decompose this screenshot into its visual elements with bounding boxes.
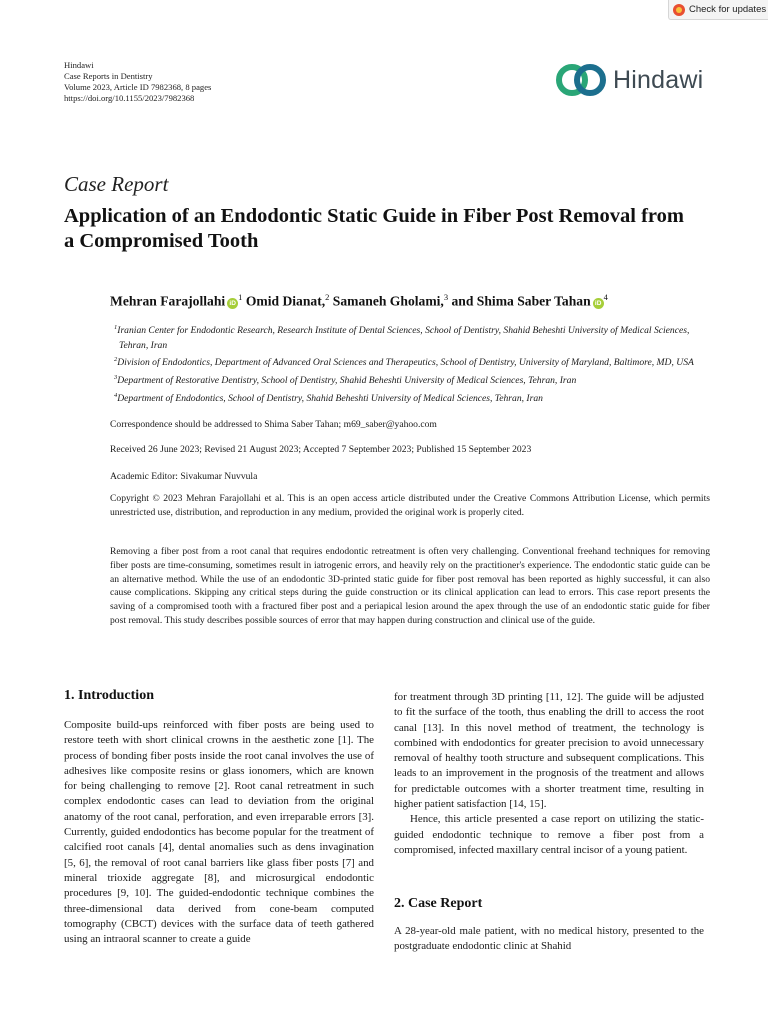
affiliation-item: $^1$Iranian Center for Endodontic Research, Research Institute of Dental Sciences, School of Dentistry, Shahid Beheshti University of Medical Sciences, Tehran, Iran: [114, 324, 690, 351]
right-column: [394, 690, 704, 858]
paragraph: A 28-year-old male patient, with no medical history, presented to the postgraduate endodontic clinic at Shahid: [394, 925, 704, 953]
hindawi-logo-text: Hindawi: [613, 65, 704, 94]
paragraph: for treatment through 3D printing [11, 12]. The guide will be adjusted to fit the surface of the tooth, thus enabling the drill to access the root canal [13]. In this novel method of treatment, the technology is combined with endodontics for greater precision to avoid unnecessary removal of healthy tooth structure and subsequent complications. This leads to an improvement in the prognosis of the treatment and allows for predictable outcomes with a shorter treatment time, resulting in higher patient satisfaction [14, 15].: [394, 691, 704, 811]
journal-name: Case Reports in Dentistry: [64, 71, 153, 81]
academic-editor: Academic Editor: Sivakumar Nuvvula: [110, 471, 258, 482]
publication-dates: Received 26 June 2023; Revised 21 August 2023; Accepted 7 September 2023; Published 15 September 2023: [110, 444, 532, 455]
author-list: Mehran Farajollahi $iD^1$ Omid Dianat,$^2$ Samaneh Gholami,$^3$ and Shima Saber Tahan $iD^4$: [110, 292, 608, 309]
hindawi-logo-icon: [556, 62, 606, 98]
crossmark-icon: [673, 4, 685, 16]
section-heading-introduction: 1. Introduction: [64, 688, 154, 703]
journal-header: [64, 60, 211, 104]
orcid-icon[interactable]: iD: [593, 298, 604, 309]
section-heading-case-report: 2. Case Report: [394, 896, 483, 911]
left-column: [64, 718, 374, 947]
check-for-updates-label: Check for updates: [689, 4, 767, 15]
paragraph: Composite build-ups reinforced with fiber posts are being used to restore teeth with short clinical crowns in the aesthetic zone [1]. The process of bonding fiber posts inside the root canal involves the use of adhesives like composite resins or glass ionomers, which are known for being challenging to remove [2]. Root canal retreatment in such complex endodontic cases can lead to deviation from the original anatomy of the root canal, perforation, and even irreparable errors [3]. Currently, guided endodontics has become popular for the treatment of calcified root canals [4], dental anomalies such as dens invagination [5, 6], the removal of root canal barriers like glass fiber posts [7] and mineral trioxide aggregate [8], and microsurgical endodontic procedures [9, 10]. The guided-endodontic technique combines the three-dimensional data derived from cone-beam computed tomography (CBCT) devices with the surface data of teeth gathered using an intraoral scanner to create a guide: [64, 719, 374, 946]
doi-link[interactable]: https://doi.org/10.1155/2023/7982368: [64, 93, 195, 103]
author-name: Samaneh Gholami,: [332, 293, 444, 309]
author-name: Mehran Farajollahi: [110, 293, 226, 309]
author-name: and Shima Saber Tahan: [451, 293, 591, 309]
affiliations: [110, 321, 710, 406]
affiliation-item: $^3$Department of Restorative Dentistry, School of Dentistry, Shahid Beheshti University of Medical Sciences, Tehran, Iran: [114, 373, 577, 387]
hindawi-logo: [556, 62, 703, 98]
article-type: Case Report: [64, 172, 169, 196]
orcid-icon[interactable]: iD: [227, 298, 238, 309]
case-report-text: [394, 924, 704, 955]
affiliation-item: $^2$Division of Endodontics, Department of Advanced Oral Sciences and Therapeutics, School of Dentistry, University of Maryland, Baltimore, MD, USA: [114, 356, 694, 369]
check-for-updates-badge[interactable]: [668, 0, 768, 20]
correspondence: Correspondence should be addressed to Shima Saber Tahan; m69_saber@yahoo.com: [110, 419, 437, 430]
affiliation-item: $^4$Department of Endodontics, School of Dentistry, Shahid Beheshti University of Medical Sciences, Tehran, Iran: [114, 391, 543, 404]
copyright-notice: Copyright © 2023 Mehran Farajollahi et al. This is an open access article distributed under the Creative Commons Attribution License, which permits unrestricted use, distribution, and reproduction in any medium, provided the original work is properly cited.: [110, 493, 710, 518]
article-title: Application of an Endodontic Static Guide in Fiber Post Removal from a Compromised Tooth: [64, 205, 684, 252]
paragraph: Hence, this article presented a case report on utilizing the static-guided endodontic technique to remove a fiber post from a compromised, infected maxillary central incisor of a young patient.: [394, 813, 704, 856]
publisher-name: Hindawi: [64, 60, 94, 70]
abstract: Removing a fiber post from a root canal that requires endodontic retreatment is often very challenging. Conventional freehand techniques for removing fiber posts are time-consuming, sometimes result in iatrogenic errors, and heavily rely on the practitioner's experience. The endodontic static guide can be an alternative method. While the use of an endodontic 3D-printed static guide for fiber post removal has been reported as highly successful, it can also cause complications. Skipping any critical steps during the guide construction or its clinical application can lead to errors. This case report presents the saving of a compromised tooth with a fractured fiber post and a periapical lesion around the apex through the use of an endodontic static guide for fiber post removal. This study describes possible sources of error that may happen during construction and clinical use of the guide.: [110, 546, 710, 626]
volume-info: Volume 2023, Article ID 7982368, 8 pages: [64, 82, 212, 92]
author-name: Omid Dianat,: [245, 293, 326, 309]
